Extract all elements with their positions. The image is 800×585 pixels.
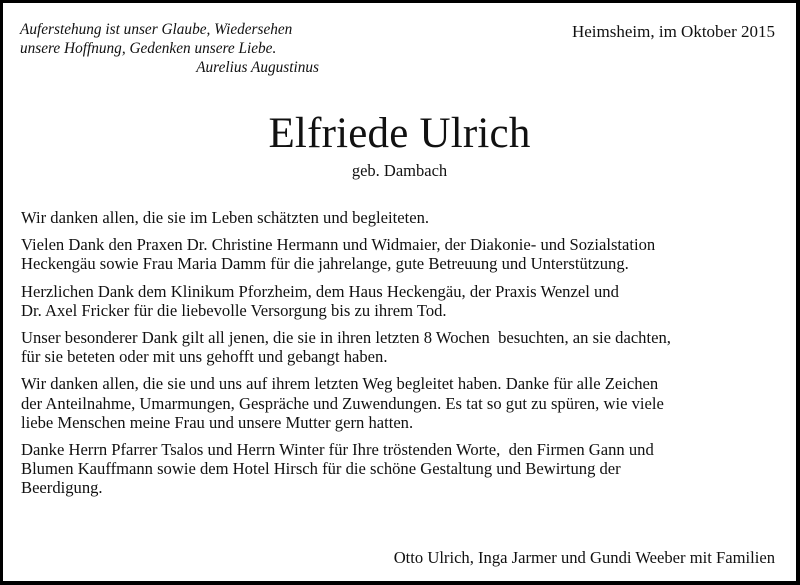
- paragraph-line: Vielen Dank den Praxen Dr. Christine Hermann und Widmaier, der Diakonie- und Sozialstation: [21, 235, 656, 255]
- place-date: Heimsheim, im Oktober 2015: [571, 22, 775, 41]
- paragraph-thanks-all: [21, 208, 791, 227]
- paragraph-line: liebe Menschen meine Frau und unsere Mutter gern hatten.: [21, 412, 414, 432]
- signature: Otto Ulrich, Inga Jarmer und Gundi Weeber mit Familien: [393, 548, 775, 567]
- notice-body: [21, 208, 791, 506]
- paragraph-thanks-care: [21, 235, 791, 273]
- paragraph-line: Beerdigung.: [21, 478, 103, 498]
- paragraph-line: für sie beteten oder mit uns gehofft und gebangt haben.: [21, 347, 388, 367]
- deceased-name: Elfriede Ulrich: [268, 110, 531, 157]
- paragraph-line: Danke Herrn Pfarrer Tsalos und Herrn Winter für Ihre tröstenden Worte, den Firmen Gann und: [21, 440, 654, 460]
- paragraph-line: Dr. Axel Fricker für die liebevolle Versorgung bis zu ihrem Tod.: [21, 300, 447, 320]
- paragraph-line: Wir danken allen, die sie und uns auf ihrem letzten Weg begleitet haben. Danke für alle Zeichen: [21, 374, 659, 394]
- paragraph-line: Heckengäu sowie Frau Maria Damm für die jahrelange, gute Betreuung und Unterstützung.: [21, 254, 629, 274]
- quote-author: Aurelius Augustinus: [196, 59, 319, 76]
- quote-line: Auferstehung ist unser Glaube, Wiedersehen: [20, 21, 293, 38]
- paragraph-line: Wir danken allen, die sie im Leben schätzten und begleiteten.: [21, 208, 430, 227]
- quote-line: unsere Hoffnung, Gedenken unsere Liebe.: [20, 40, 277, 57]
- paragraph-line: der Anteilnahme, Umarmungen, Gespräche und Zuwendungen. Es tat so gut zu spüren, wie viele: [21, 393, 664, 413]
- paragraph-thanks-companions: [21, 374, 791, 432]
- paragraph-line: Blumen Kauffmann sowie dem Hotel Hirsch für die schöne Gestaltung und Bewirtung der: [21, 459, 621, 479]
- paragraph-thanks-funeral: [21, 440, 791, 498]
- quote-block: [20, 20, 320, 77]
- paragraph-thanks-clinic: [21, 282, 791, 320]
- paragraph-line: Herzlichen Dank dem Klinikum Pforzheim, dem Haus Heckengäu, der Praxis Wenzel und: [21, 281, 619, 301]
- paragraph-line: Unser besonderer Dank gilt all jenen, die sie in ihren letzten 8 Wochen besuchten, an sie dachten,: [21, 328, 671, 348]
- birth-name: geb. Dambach: [351, 161, 448, 180]
- paragraph-thanks-visitors: [21, 328, 791, 366]
